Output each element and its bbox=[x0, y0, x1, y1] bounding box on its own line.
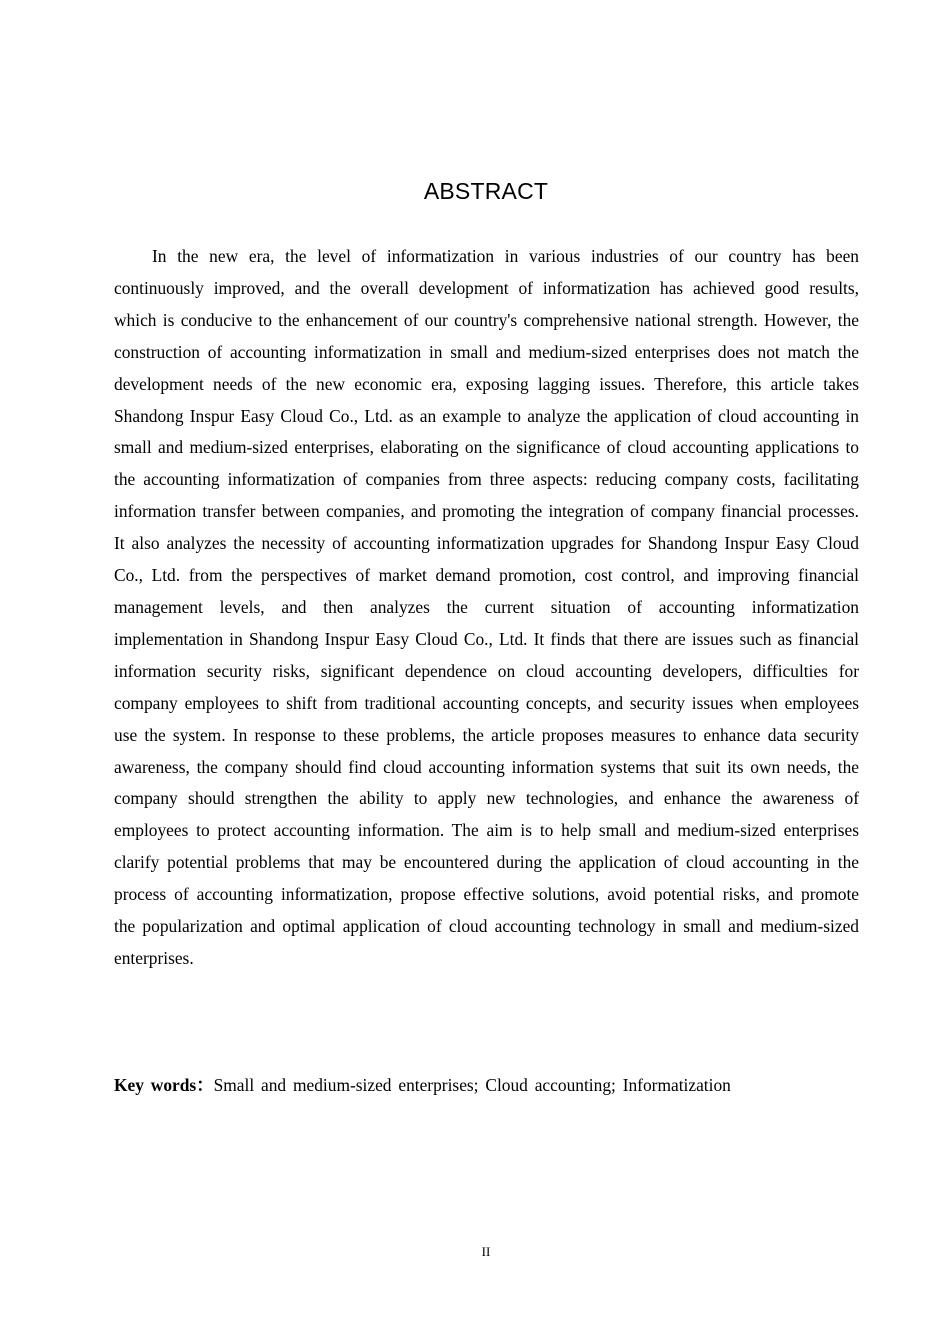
keywords-label: Key words： bbox=[114, 1075, 214, 1095]
abstract-body: In the new era, the level of informatization in various industries of our country has been continuously improved, and the overall development of informatization has achieved good results, which is conducive to the enhancement of our country's comprehensive national strength. However, the construction of accounting informatization in small and medium-sized enterprises does not match the development needs of the new economic era, exposing lagging issues. Therefore, this article takes Shandong Inspur Easy Cloud Co., Ltd. as an example to analyze the application of cloud accounting in small and medium-sized enterprises, elaborating on the significance of cloud accounting applications to the accounting informatization of companies from three aspects: reducing company costs, facilitating information transfer between companies, and promoting the integration of company financial processes. It also analyzes the necessity of accounting informatization upgrades for Shandong Inspur Easy Cloud Co., Ltd. from the perspectives of market demand promotion, cost control, and improving financial management levels, and then analyzes the current situation of accounting informatization implementation in Shandong Inspur Easy Cloud Co., Ltd. It finds that there are issues such as financial information security risks, significant dependence on cloud accounting developers, difficulties for company employees to shift from traditional accounting concepts, and security issues when employees use the system. In response to these problems, the article proposes measures to enhance data security awareness, the company should find cloud accounting information systems that suit its own needs, the company should strengthen the ability to apply new technologies, and enhance the awareness of employees to protect accounting information. The aim is to help small and medium-sized enterprises clarify potential problems that may be encountered during the application of cloud accounting in the process of accounting informatization, propose effective solutions, avoid potential risks, and promote the popularization and optimal application of cloud accounting technology in small and medium-sized enterprises. bbox=[114, 246, 859, 968]
abstract-title: ABSTRACT bbox=[423, 178, 549, 204]
page-number: II bbox=[481, 1244, 491, 1259]
keywords-value: Small and medium-sized enterprises; Cloud accounting; Informatization bbox=[213, 1075, 731, 1095]
keywords-line bbox=[114, 1071, 859, 1099]
